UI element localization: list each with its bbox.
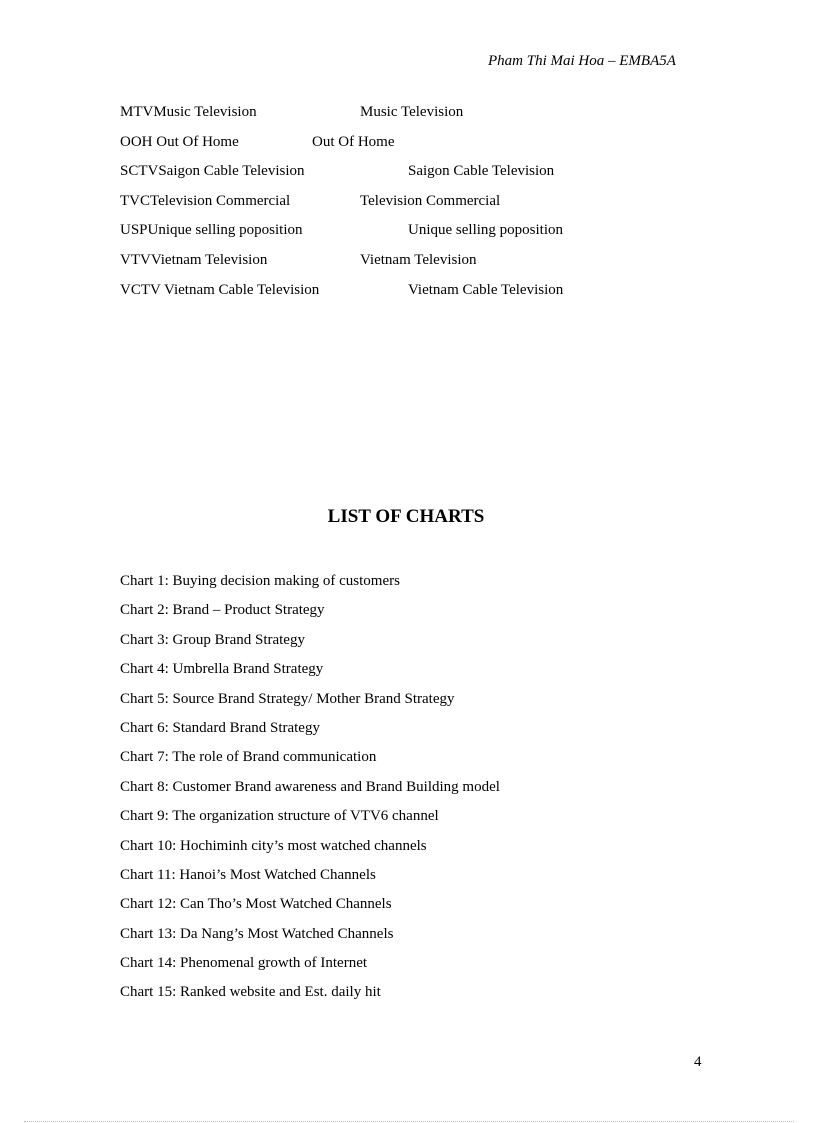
page-header-author: Pham Thi Mai Hoa – EMBA5A xyxy=(488,53,676,69)
abbreviation-definition: Unique selling poposition xyxy=(408,222,563,239)
abbreviation-definition: Vietnam Cable Television xyxy=(408,281,564,298)
chart-list-item: Chart 14: Phenomenal growth of Internet xyxy=(120,955,368,972)
chart-list-item: Chart 5: Source Brand Strategy/ Mother Brand Strategy xyxy=(120,690,455,707)
chart-list-item: Chart 4: Umbrella Brand Strategy xyxy=(120,661,324,678)
list-of-charts-title: LIST OF CHARTS xyxy=(327,506,485,527)
page-number: 4 xyxy=(694,1054,702,1070)
abbreviation-row xyxy=(120,252,720,282)
chart-list-item: Chart 12: Can Tho’s Most Watched Channels xyxy=(120,896,392,913)
abbreviation-text: USPUnique selling poposition xyxy=(120,222,303,239)
chart-list-item: Chart 15: Ranked website and Est. daily hit xyxy=(120,984,381,1001)
abbreviation-definition: Vietnam Television xyxy=(360,251,477,268)
abbreviation-row xyxy=(120,134,720,164)
abbreviation-definition: Out Of Home xyxy=(312,133,395,150)
abbreviation-row xyxy=(120,163,720,193)
chart-list-item: Chart 3: Group Brand Strategy xyxy=(120,631,305,648)
abbreviation-definition: Music Television xyxy=(360,104,464,120)
abbreviation-row xyxy=(120,282,720,312)
chart-list-item: Chart 10: Hochiminh city’s most watched channels xyxy=(120,837,427,854)
abbreviation-definition: Saigon Cable Television xyxy=(408,163,555,180)
chart-list-item: Chart 7: The role of Brand communication xyxy=(120,749,377,766)
chart-list-item: Chart 9: The organization structure of VTV6 channel xyxy=(120,808,439,825)
abbreviation-text: VTVVietnam Television xyxy=(120,251,268,268)
chart-list-item: Chart 13: Da Nang’s Most Watched Channels xyxy=(120,925,394,942)
chart-list-item: Chart 11: Hanoi’s Most Watched Channels xyxy=(120,866,376,883)
chart-list-item: Chart 2: Brand – Product Strategy xyxy=(120,602,325,619)
chart-list-item: Chart 8: Customer Brand awareness and Brand Building model xyxy=(120,778,500,795)
abbreviation-row xyxy=(120,222,720,252)
abbreviation-text: VCTV Vietnam Cable Television xyxy=(120,281,320,298)
abbreviation-text: MTVMusic Television xyxy=(120,104,257,120)
chart-list-item: Chart 1: Buying decision making of customers xyxy=(120,573,400,589)
page-bottom-divider xyxy=(24,1121,794,1122)
abbreviation-text: SCTVSaigon Cable Television xyxy=(120,163,305,180)
abbreviation-row xyxy=(120,193,720,223)
abbreviation-row xyxy=(120,104,720,134)
abbreviation-text: OOH Out Of Home xyxy=(120,133,239,150)
abbreviation-list xyxy=(120,104,720,311)
abbreviation-text: TVCTelevision Commercial xyxy=(120,192,291,209)
chart-list xyxy=(120,573,720,1014)
chart-list-item: Chart 6: Standard Brand Strategy xyxy=(120,719,320,736)
abbreviation-definition: Television Commercial xyxy=(360,192,501,209)
